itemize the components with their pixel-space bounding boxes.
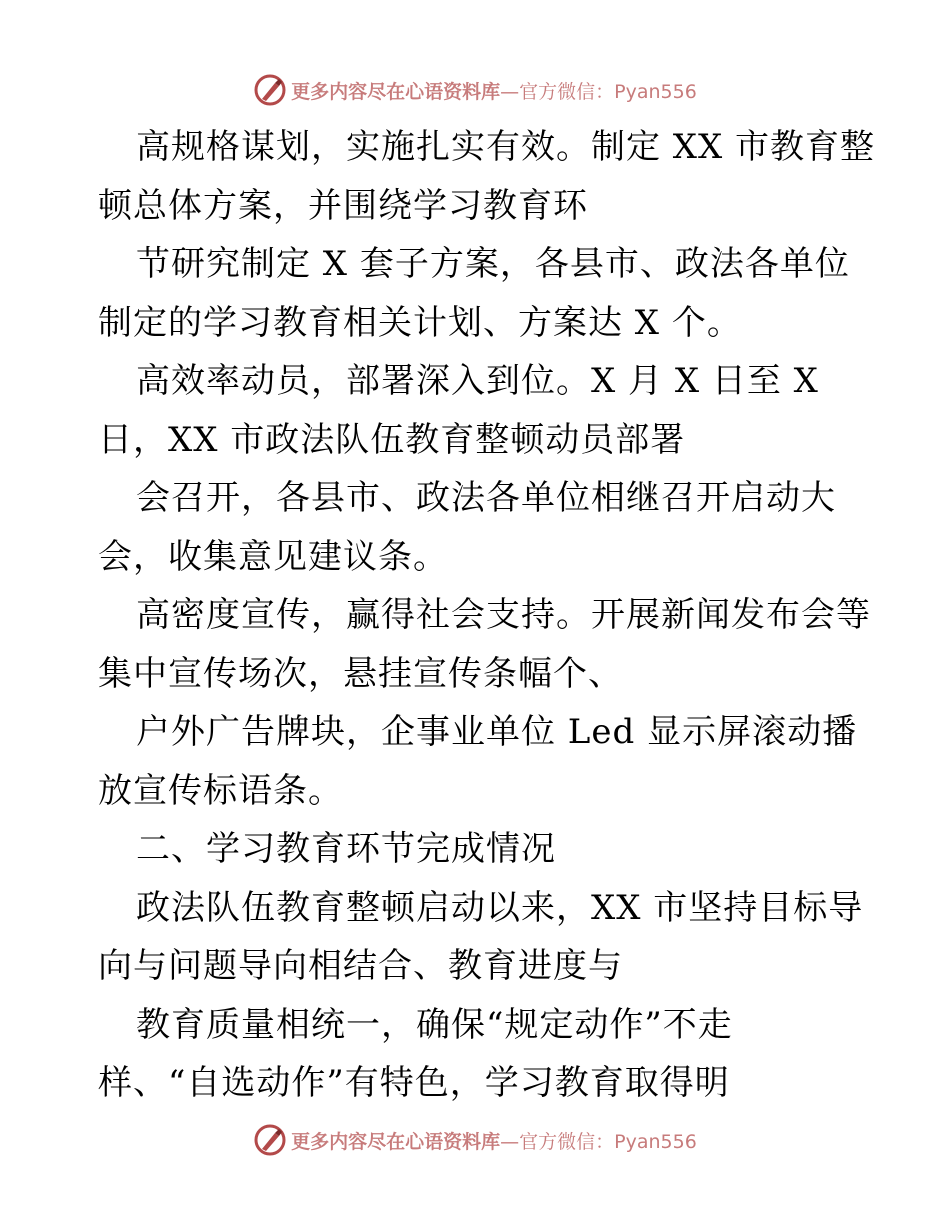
pen-circle-logo-icon (253, 73, 287, 107)
pen-circle-logo-icon (253, 1123, 287, 1157)
header-watermark (0, 70, 950, 110)
watermark-official: —官方微信：Pyan556 (500, 80, 697, 103)
watermark-text: 更多内容尽在心语资料库 (291, 80, 501, 103)
footer-watermark (0, 1120, 950, 1160)
text-line: 节研究制定 X 套子方案，各县市、政法各单位 (136, 244, 850, 284)
text-line: 会，收集意见建议条。 (98, 536, 448, 577)
text-line: 高密度宣传，赢得社会支持。开展新闻发布会等 (136, 595, 871, 635)
watermark-official: —官方微信：Pyan556 (500, 1130, 697, 1153)
text-line: 放宣传标语条。 (98, 770, 343, 811)
text-line: 制定的学习教育相关计划、方案达 X 个。 (98, 302, 742, 343)
text-line: 户外广告牌块，企事业单位 Led 显示屏滚动播 (136, 712, 858, 752)
text-line: 高效率动员，部署深入到位。X 月 X 日至 X (136, 361, 819, 401)
text-line: 顿总体方案，并围绕学习教育环 (98, 185, 588, 226)
text-line: 样、“自选动作”有特色，学习教育取得明 (98, 1063, 730, 1103)
text-line: 政法队伍教育整顿启动以来，XX 市坚持目标导 (136, 887, 864, 928)
text-line: 二、学习教育环节完成情况 (136, 829, 556, 869)
text-line: 会召开，各县市、政法各单位相继召开启动大 (136, 478, 836, 518)
text-line: 高规格谋划，实施扎实有效。制定 XX 市教育整 (136, 127, 876, 167)
document-body (98, 118, 898, 1113)
text-line: 向与问题导向相结合、教育进度与 (98, 946, 623, 986)
text-line: 集中宣传场次，悬挂宣传条幅个、 (98, 653, 623, 694)
watermark-text: 更多内容尽在心语资料库 (291, 1130, 501, 1153)
text-line: 日，XX 市政法队伍教育整顿动员部署 (98, 419, 686, 460)
text-line: 教育质量相统一，确保“规定动作”不走 (136, 1004, 733, 1045)
